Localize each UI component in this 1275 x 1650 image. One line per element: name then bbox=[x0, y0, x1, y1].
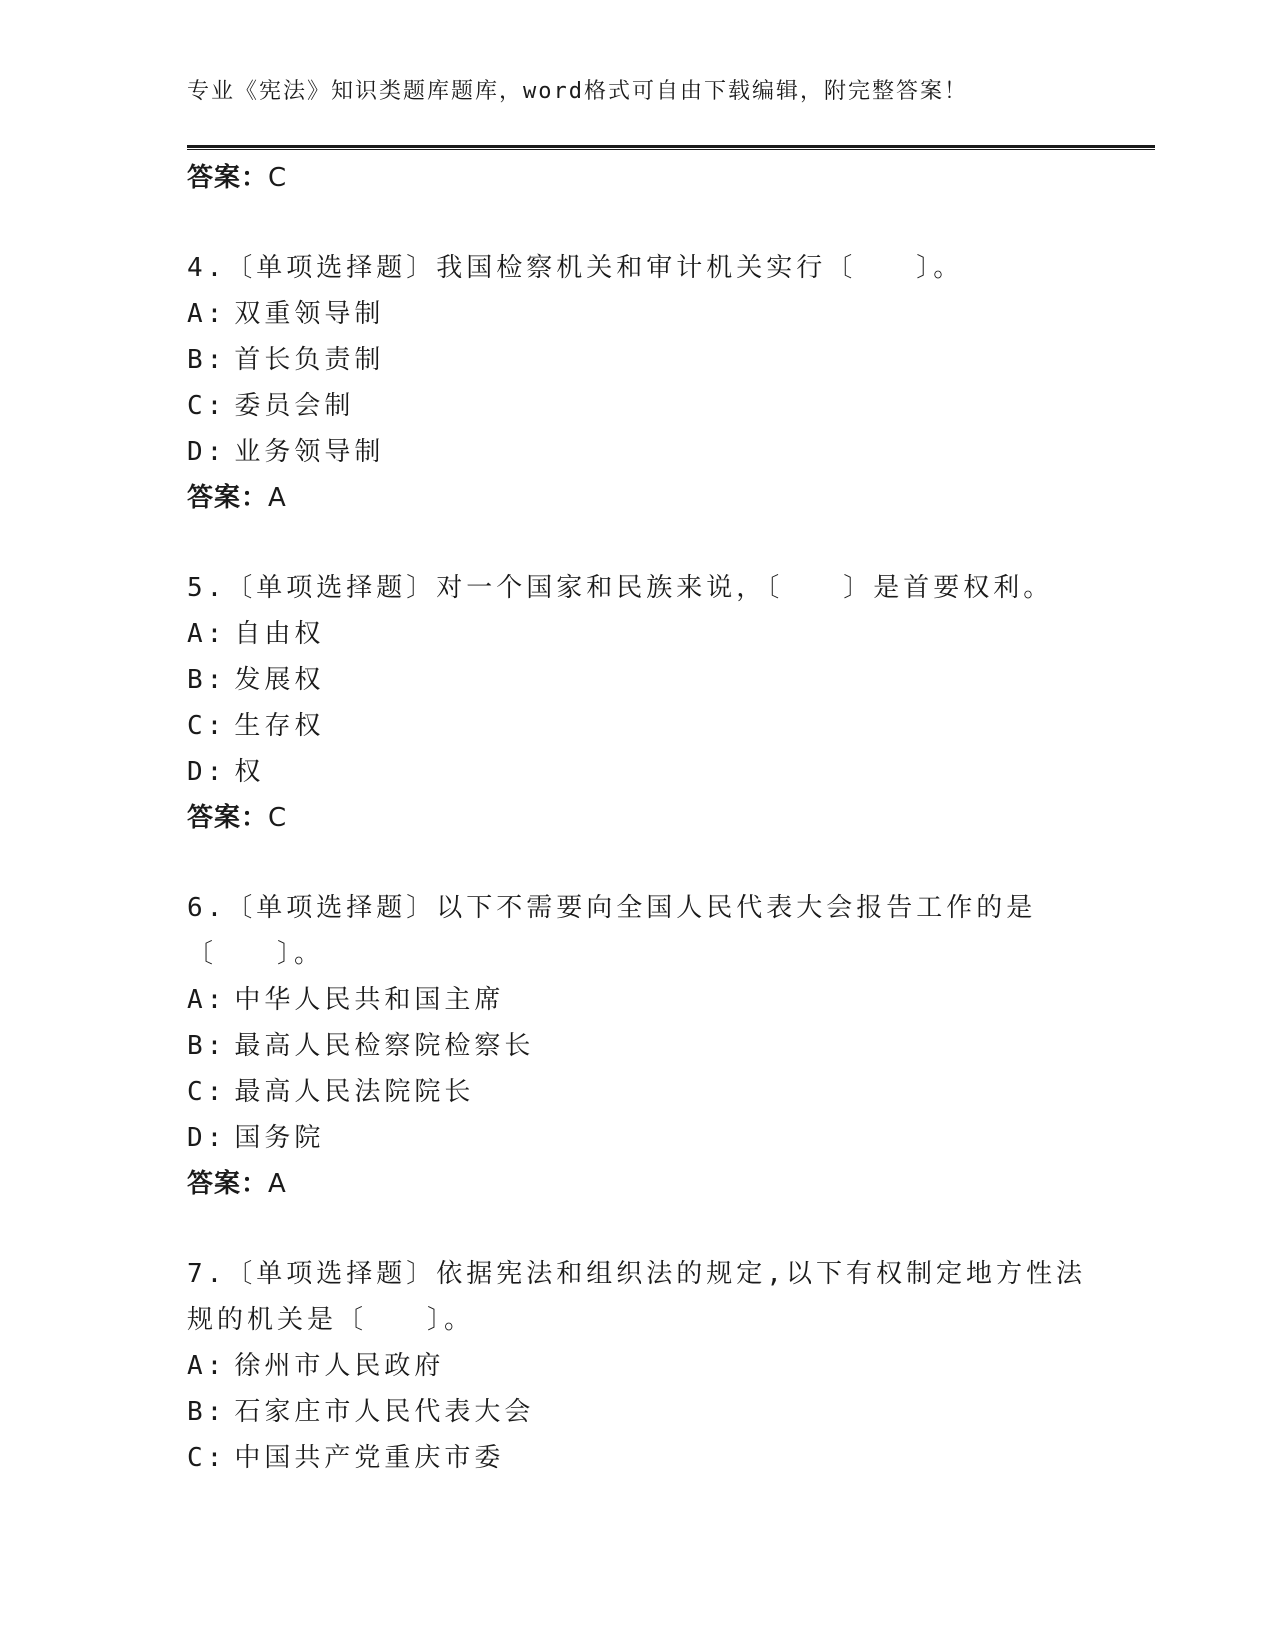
option-a bbox=[187, 1343, 1087, 1389]
option-text: 徐州市人民政府 bbox=[234, 1351, 445, 1381]
question-stem: 5.〔单项选择题〕对一个国家和民族来说，〔 〕是首要权利。 bbox=[187, 573, 1054, 603]
question-stem: 4.〔单项选择题〕我国检察机关和审计机关实行〔 〕。 bbox=[187, 253, 964, 283]
option-letter: C: bbox=[187, 711, 227, 741]
option-a bbox=[187, 291, 1087, 337]
answer-label: 答案： bbox=[187, 483, 269, 513]
header-divider bbox=[187, 145, 1155, 150]
option-c bbox=[187, 703, 1087, 749]
option-letter: C: bbox=[187, 391, 227, 421]
question-4 bbox=[187, 245, 1087, 521]
option-letter: D: bbox=[187, 757, 227, 787]
option-text: 最高人民法院院长 bbox=[234, 1077, 475, 1107]
option-d bbox=[187, 429, 1087, 475]
option-letter: C: bbox=[187, 1077, 227, 1107]
option-text: 石家庄市人民代表大会 bbox=[234, 1397, 535, 1427]
answer-line-q3 bbox=[187, 155, 1087, 201]
answer-value: A bbox=[268, 1169, 287, 1199]
answer-label: 答案： bbox=[187, 163, 269, 193]
question-6 bbox=[187, 885, 1087, 1207]
option-b bbox=[187, 337, 1087, 383]
option-d bbox=[187, 749, 1087, 795]
answer-label: 答案： bbox=[187, 803, 269, 833]
option-letter: B: bbox=[187, 665, 227, 695]
option-text: 中国共产党重庆市委 bbox=[234, 1443, 505, 1473]
option-text: 双重领导制 bbox=[234, 299, 385, 329]
option-b bbox=[187, 1023, 1087, 1069]
option-a bbox=[187, 977, 1087, 1023]
answer-line bbox=[187, 475, 1087, 521]
option-text: 发展权 bbox=[234, 665, 325, 695]
option-letter: D: bbox=[187, 437, 227, 467]
answer-value: A bbox=[268, 483, 287, 513]
question-5 bbox=[187, 565, 1087, 841]
option-text: 业务领导制 bbox=[234, 437, 385, 467]
option-text: 自由权 bbox=[234, 619, 325, 649]
option-c bbox=[187, 1435, 1087, 1481]
option-text: 最高人民检察院检察长 bbox=[234, 1031, 535, 1061]
option-text: 首长负责制 bbox=[234, 345, 385, 375]
answer-line bbox=[187, 795, 1087, 841]
option-text: 委员会制 bbox=[234, 391, 355, 421]
question-stem: 6.〔单项选择题〕以下不需要向全国人民代表大会报告工作的是〔 〕。 bbox=[187, 893, 1037, 969]
answer-value: C bbox=[268, 163, 288, 193]
question-7 bbox=[187, 1251, 1087, 1481]
option-letter: D: bbox=[187, 1123, 227, 1153]
question-stem: 7.〔单项选择题〕依据宪法和组织法的规定,以下有权制定地方性法规的机关是〔 〕。 bbox=[187, 1259, 1086, 1335]
option-letter: A: bbox=[187, 299, 227, 329]
option-letter: A: bbox=[187, 1351, 227, 1381]
option-c bbox=[187, 383, 1087, 429]
question-list bbox=[187, 155, 1087, 1481]
option-letter: A: bbox=[187, 619, 227, 649]
option-c bbox=[187, 1069, 1087, 1115]
answer-value: C bbox=[268, 803, 288, 833]
option-letter: B: bbox=[187, 1397, 227, 1427]
option-text: 生存权 bbox=[234, 711, 325, 741]
option-letter: B: bbox=[187, 1031, 227, 1061]
option-b bbox=[187, 1389, 1087, 1435]
option-text: 权 bbox=[234, 757, 265, 787]
page-header: 专业《宪法》知识类题库题库，word格式可自由下载编辑，附完整答案！ bbox=[187, 79, 968, 104]
option-a bbox=[187, 611, 1087, 657]
option-d bbox=[187, 1115, 1087, 1161]
option-text: 国务院 bbox=[234, 1123, 325, 1153]
answer-label: 答案： bbox=[187, 1169, 269, 1199]
option-letter: B: bbox=[187, 345, 227, 375]
option-text: 中华人民共和国主席 bbox=[234, 985, 505, 1015]
answer-line bbox=[187, 1161, 1087, 1207]
option-letter: C: bbox=[187, 1443, 227, 1473]
option-letter: A: bbox=[187, 985, 227, 1015]
option-b bbox=[187, 657, 1087, 703]
